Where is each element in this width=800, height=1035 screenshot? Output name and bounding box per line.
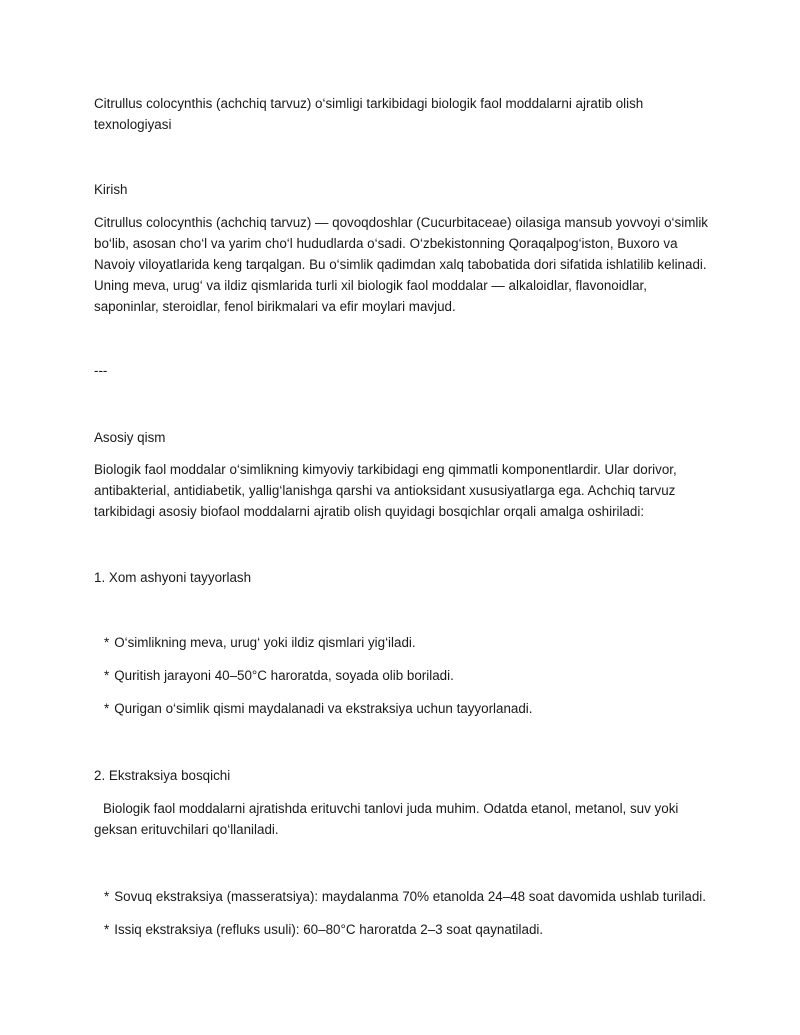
list-item-text: Issiq ekstraksiya (refluks usuli): 60–80°C haroratda 2–3 soat qaynatiladi. bbox=[114, 922, 544, 937]
list-item bbox=[104, 665, 724, 686]
bullet-mark: * bbox=[104, 701, 110, 716]
step2-heading: 2. Ekstraksiya bosqichi bbox=[94, 768, 231, 783]
document-title: Citrullus colocynthis (achchiq tarvuz) o‘simligi tarkibidagi biologik faol moddalarni ajratib olish texnologiyasi bbox=[94, 96, 644, 132]
list-item-text: Sovuq ekstraksiya (masseratsiya): maydalanma 70% etanolda 24–48 soat davomida ushlab turiladi. bbox=[114, 889, 706, 904]
bullet-mark: * bbox=[104, 668, 110, 683]
step2-paragraph: Biologik faol moddalarni ajratishda erituvchi tanlovi juda muhim. Odatda etanol, metanol, suv yoki geksan erituvchilari qo‘llaniladi. bbox=[94, 801, 679, 837]
main-heading: Asosiy qism bbox=[94, 430, 166, 445]
bullet-mark: * bbox=[104, 635, 110, 650]
list-item bbox=[104, 886, 724, 907]
list-item bbox=[104, 632, 724, 653]
list-item bbox=[104, 919, 724, 940]
list-item-text: Quritish jarayoni 40–50°C haroratda, soyada olib boriladi. bbox=[114, 668, 454, 683]
intro-heading: Kirish bbox=[94, 182, 128, 197]
list-item-text: O‘simlikning meva, urug‘ yoki ildiz qismlari yig‘iladi. bbox=[114, 635, 416, 650]
main-paragraph: Biologik faol moddalar o‘simlikning kimyoviy tarkibidagi eng qimmatli komponentlardir. Ular dorivor, antibakterial, antidiabetik, yallig‘lanishga qarshi va antioksidant xususiyatlarga ega. Achchiq tarvuz tarkibidagi asosiy biofaol moddalarni ajratib olish quyidagi bosqichlar orqali amalga oshiriladi: bbox=[94, 462, 677, 519]
bullet-mark: * bbox=[104, 889, 110, 904]
list-item bbox=[104, 698, 724, 719]
step1-heading: 1. Xom ashyoni tayyorlash bbox=[94, 570, 252, 585]
list-item-text: Qurigan o‘simlik qismi maydalanadi va ekstraksiya uchun tayyorlanadi. bbox=[114, 701, 533, 716]
intro-paragraph: Citrullus colocynthis (achchiq tarvuz) — qovoqdoshlar (Cucurbitaceae) oilasiga mansub yovvoyi o‘simlik bo‘lib, asosan cho‘l va yarim cho‘l hududlarda o‘sadi. O‘zbekistonning Qoraqalpog‘iston, Buxoro va Navoiy viloyatlarida keng tarqalgan. Bu o‘simlik qadimdan xalq tabobatida dori sifatida ishlatilib kelinadi. Uning meva, urug‘ va ildiz qismlarida turli xil biologik faol moddalar — alkaloidlar, flavonoidlar, saponinlar, steroidlar, fenol birikmalari va efir moylari mavjud. bbox=[94, 215, 708, 314]
bullet-mark: * bbox=[104, 922, 110, 937]
section-separator: --- bbox=[94, 363, 108, 378]
